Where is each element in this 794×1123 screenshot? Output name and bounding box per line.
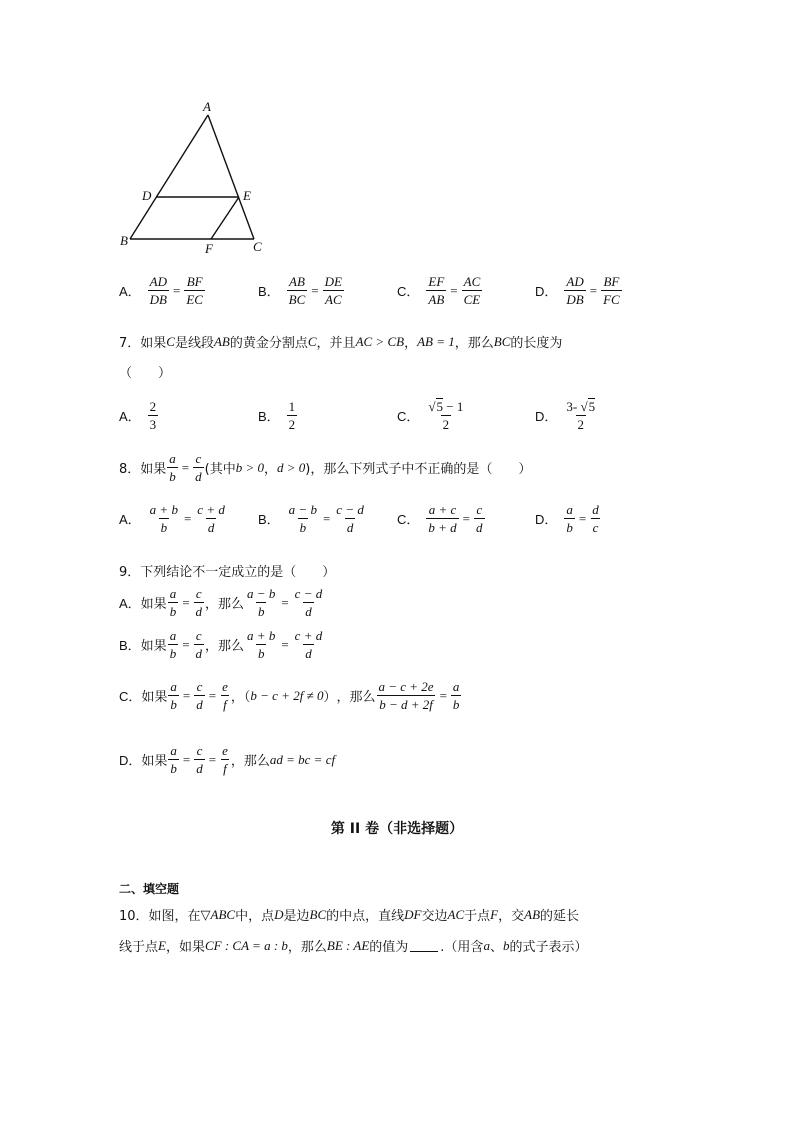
fraction: $\frac{AD}{DB}$ [149, 274, 168, 307]
point-label-e: E [243, 188, 251, 203]
q8-option-b[interactable]: B． $\frac{a - b}{b}$ = $\frac{c - d}{d}$ [258, 502, 364, 535]
point-label-d: D [142, 188, 152, 203]
fraction: $\frac{√5 - 1}{2}$ [428, 399, 464, 432]
fraction: $\frac{c - d}{d}$ [336, 502, 364, 535]
segment-ab [130, 115, 208, 239]
option-label: C． [397, 284, 420, 299]
q8-option-c[interactable]: C． $\frac{a + c}{b + d}$ = $\frac{c}{d}$ [397, 502, 483, 535]
q9-stem: 9．下列结论不一定成立的是（ ） [119, 565, 336, 580]
q7-option-a[interactable]: A． $\frac{2}{3}$ [119, 399, 157, 432]
q6-option-d[interactable]: D． $\frac{AD}{DB}$ = $\frac{BF}{FC}$ [535, 274, 620, 307]
q8-stem: 8．如果 $\frac{a}{b}$ = $\frac{c}{d}$ (其中 b > 0 ， d > 0 )，那么下列式子中不正确的是（ ） [119, 451, 532, 484]
fraction: $\frac{a + b}{b}$ [149, 502, 178, 535]
fraction: $\frac{AB}{BC}$ [288, 274, 306, 307]
q7-option-b[interactable]: B． $\frac{1}{2}$ [258, 399, 296, 432]
section-part: 二、填空题 [119, 882, 180, 896]
fraction: $\frac{EF}{AB}$ [428, 274, 445, 307]
option-label: D． [535, 284, 558, 299]
q6-option-c[interactable]: C． $\frac{EF}{AB}$ = $\frac{AC}{CE}$ [397, 274, 481, 307]
fraction: $\frac{BF}{FC}$ [603, 274, 620, 307]
q7-option-c[interactable]: C． $\frac{√5 - 1}{2}$ [397, 399, 464, 432]
segment-ef [211, 197, 239, 239]
fraction: $\frac{DE}{AC}$ [324, 274, 342, 307]
q6-option-b[interactable]: B． $\frac{AB}{BC}$ = $\frac{DE}{AC}$ [258, 274, 342, 307]
point-label-b: B [120, 233, 128, 248]
q7-option-d[interactable]: D． $\frac{3- √5}{2}$ [535, 399, 596, 432]
option-label: A． [119, 284, 141, 299]
fraction: $\frac{c}{d}$ [476, 502, 483, 535]
fraction: $\frac{d}{c}$ [592, 502, 599, 535]
fraction: $\frac{2}{3}$ [149, 399, 157, 432]
point-label-a: A [203, 99, 211, 114]
q6-option-a[interactable]: A． $\frac{AD}{DB}$ = $\frac{BF}{EC}$ [119, 274, 203, 307]
fraction: $\frac{c + d}{d}$ [197, 502, 225, 535]
section-title: 第 II 卷（非选择题） [330, 821, 464, 837]
q10-line2: 线于点 E ，如果 CF : CA = a : b ，那么 BE : AE 的值为 .（用含 a 、 b 的式子表示） [119, 937, 588, 955]
fraction: $\frac{a}{b}$ [566, 502, 573, 535]
fraction: $\frac{3- √5}{2}$ [566, 399, 596, 432]
q10-line1: 10．如图，在 ▽ABC 中，点 D 是边 BC 的中点，直线 DF 交边 AC 于点 F ，交 AB 的延长 [119, 906, 580, 924]
q9-option-d[interactable]: D． 如果 $\frac{a}{b}$ = $\frac{c}{d}$ = $\frac{e}{f}$ ，那么 ad = bc = cf [119, 743, 336, 776]
option-label: B． [258, 284, 280, 299]
fraction: $\frac{BF}{EC}$ [186, 274, 203, 307]
q8-option-a[interactable]: A． $\frac{a + b}{b}$ = $\frac{c + d}{d}$ [119, 502, 225, 535]
point-label-c: C [253, 239, 262, 254]
fraction: $\frac{AD}{DB}$ [566, 274, 584, 307]
q9-option-a[interactable]: A． 如果 $\frac{a}{b}$ = $\frac{c}{d}$ ，那么 $\frac{a - b}{b}$ = $\frac{c - d}{d}$ [119, 586, 323, 619]
q9-option-c[interactable]: C． 如果 $\frac{a}{b}$ = $\frac{c}{d}$ = $\frac{e}{f}$ ，（ b − c + 2f ≠ 0 ） ，那么 $\frac{a - c + 2e}{b - d + 2f}$ = $\frac{a}{b}$ [119, 679, 460, 712]
fraction: $\frac{1}{2}$ [288, 399, 296, 432]
q7-answer-paren: （ ） [119, 366, 172, 381]
point-label-f: F [205, 241, 213, 256]
answer-blank[interactable] [410, 939, 438, 952]
triangle-figure [110, 95, 280, 260]
q9-option-b[interactable]: B． 如果 $\frac{a}{b}$ = $\frac{c}{d}$ ，那么 $\frac{a + b}{b}$ = $\frac{c + d}{d}$ [119, 628, 323, 661]
fraction: $\frac{a + c}{b + d}$ [428, 502, 457, 535]
fraction: $\frac{a - b}{b}$ [288, 502, 317, 535]
q8-option-d[interactable]: D． $\frac{a}{b}$ = $\frac{d}{c}$ [535, 502, 599, 535]
segment-ac [208, 115, 254, 239]
fraction: $\frac{AC}{CE}$ [463, 274, 481, 307]
q7-stem: 7．如果 C 是线段 AB 的黄金分割点 C ，并且 AC > CB ， AB = 1 ，那么 BC 的长度为 [119, 333, 563, 351]
